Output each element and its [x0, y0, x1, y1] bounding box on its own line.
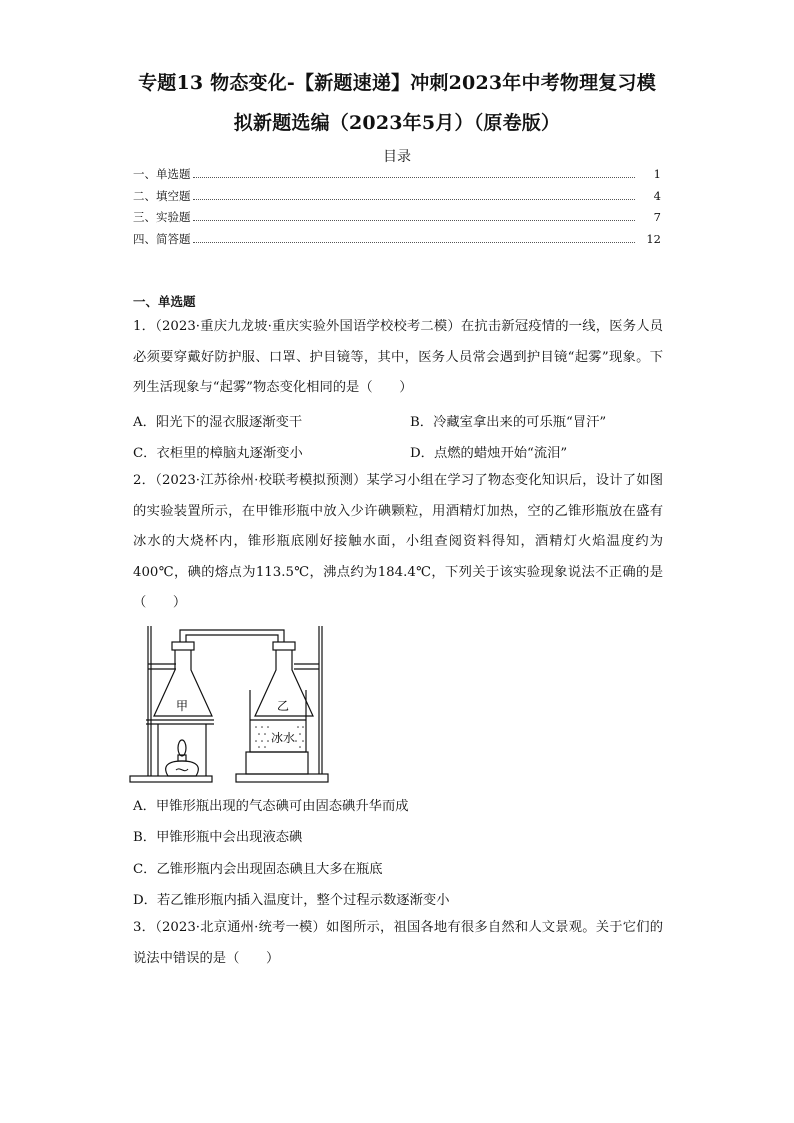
toc-item-page: 12: [646, 232, 661, 246]
question-2-stem: 2．（2023·江苏徐州·校联考模拟预测）某学习小组在学习了物态变化知识后，设计了如图的实验装置所示，在甲锥形瓶中放入少许碘颗粒，用酒精灯加热，空的乙锥形瓶放在盛有冰水的大烧杯内，锥形瓶底刚好接触水面，小组查阅资料得知，酒精灯火焰温度约为400℃，碘的熔点为113.5℃，沸点约为184.4℃，下列关于该实验现象说法不正确的是（ ）: [133, 473, 663, 611]
toc-item[interactable]: [133, 231, 661, 249]
question-1-option-c: C．衣柜里的樟脑丸逐渐变小: [133, 446, 303, 461]
document-title-line-2: 拟新题选编（2023年5月）（原卷版）: [233, 112, 561, 134]
toc-leader-dots: [193, 189, 636, 200]
apparatus-drawing: [128, 624, 338, 784]
question-1-option-a: A．阳光下的湿衣服逐渐变干: [133, 415, 303, 430]
toc-item-page: 4: [653, 189, 661, 203]
toc-item[interactable]: [133, 166, 661, 184]
left-stand-base: [130, 776, 212, 782]
section-heading-single-choice: 一、单选题: [133, 294, 196, 309]
alcohol-lamp: [166, 761, 199, 776]
question-2-option-d: D．若乙锥形瓶内插入温度计，整个过程示数逐渐变小: [133, 893, 450, 908]
toc-item[interactable]: [133, 209, 661, 227]
toc-item[interactable]: [133, 188, 661, 206]
question-1-option-b: B．冷藏室拿出来的可乐瓶“冒汗”: [410, 415, 607, 430]
toc-item-page: 1: [653, 167, 661, 181]
toc-item-label: 二、填空题: [133, 189, 191, 203]
delivery-tube-inner: [186, 635, 278, 642]
toc-item-label: 一、单选题: [133, 167, 191, 181]
right-stand-base: [236, 774, 328, 782]
flask-b-label: 乙: [277, 699, 290, 713]
document-title-line-1: 专题13 物态变化-【新题速递】冲刺2023年中考物理复习模: [138, 72, 656, 94]
iodine-sublimation-apparatus: [128, 624, 338, 784]
question-3-stem: 3．（2023·北京通州·统考一模）如图所示，祖国各地有很多自然和人文景观。关于它们的说法中错误的是（ ）: [133, 920, 663, 966]
question-2-option-a: A．甲锥形瓶出现的气态碘可由固态碘升华而成: [133, 799, 409, 814]
beaker-platform: [246, 752, 308, 774]
flask-a-label: 甲: [176, 699, 189, 713]
question-2-option-b: B．甲锥形瓶中会出现液态碘: [133, 830, 303, 845]
lamp-flame: [178, 740, 186, 756]
flask-a-stopper: [172, 642, 194, 650]
toc-item-page: 7: [653, 210, 661, 224]
toc-leader-dots: [193, 167, 636, 178]
toc-heading: 目录: [383, 149, 411, 165]
question-1-option-d: D．点燃的蜡烛开始“流泪”: [410, 446, 568, 461]
toc-leader-dots: [193, 210, 636, 221]
toc-leader-dots: [193, 232, 636, 243]
toc-item-label: 三、实验题: [133, 210, 191, 224]
delivery-tube-outer: [180, 630, 284, 642]
ice-water-label: 冰水: [271, 731, 296, 745]
question-2-option-c: C．乙锥形瓶内会出现固态碘且大多在瓶底: [133, 862, 383, 877]
flask-b-stopper: [273, 642, 295, 650]
toc-item-label: 四、简答题: [133, 232, 191, 246]
question-1-stem: 1．（2023·重庆九龙坡·重庆实验外国语学校校考二模）在抗击新冠疫情的一线，医务人员必须要穿戴好防护服、口罩、护目镜等，其中，医务人员常会遇到护目镜“起雾”现象。下列生活现象与“起雾”物态变化相同的是（ ）: [133, 319, 663, 396]
